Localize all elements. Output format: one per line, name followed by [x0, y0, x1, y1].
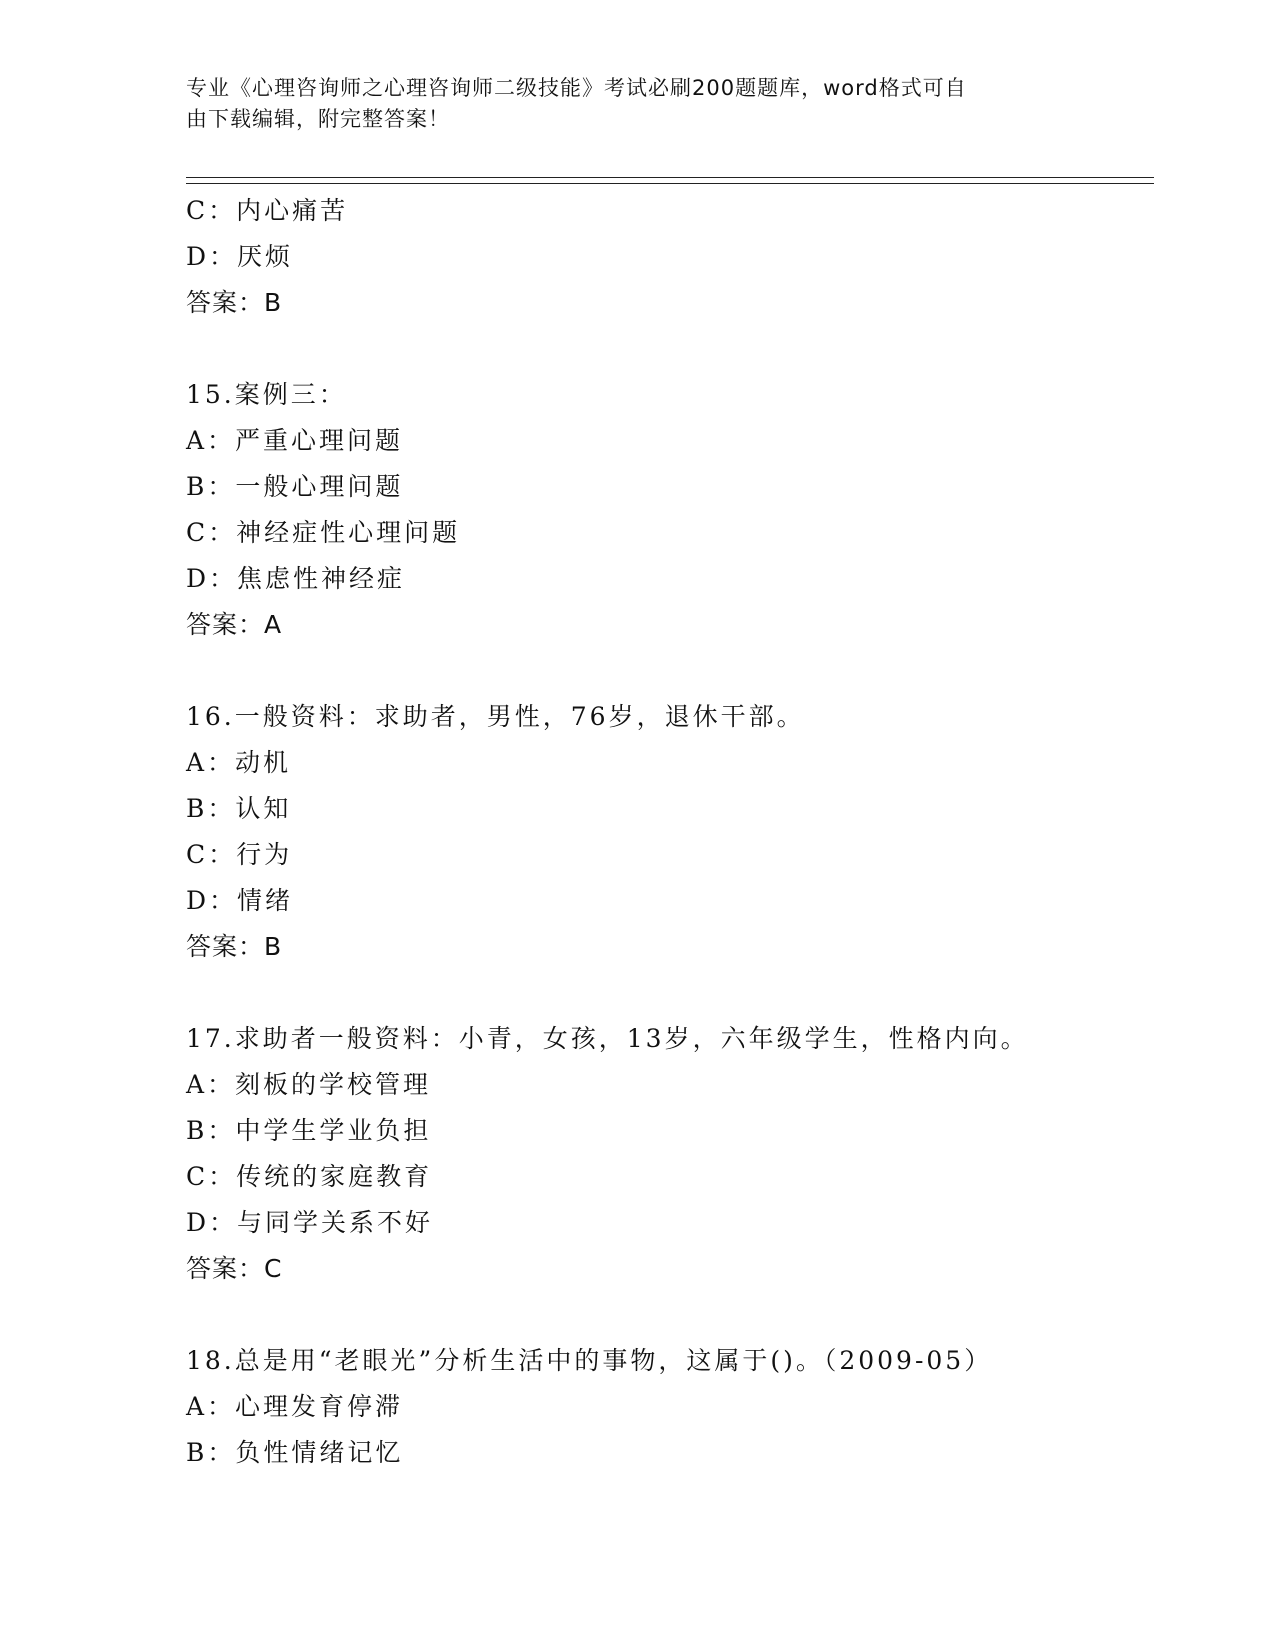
option-b: B：一般心理问题: [186, 472, 404, 501]
question-block-18: [186, 1338, 1146, 1476]
option-a: A：严重心理问题: [186, 426, 404, 455]
question-block-14: [186, 188, 1146, 326]
block-spacer: [186, 326, 1146, 372]
option-c: C：行为: [186, 840, 293, 869]
option-d: D：与同学关系不好: [186, 1208, 434, 1237]
answer-label: 答案：B: [186, 288, 283, 317]
header-line-1: 专业《心理咨询师之心理咨询师二级技能》考试必刷200题题库，word格式可自: [186, 76, 967, 100]
block-spacer: [186, 648, 1146, 694]
answer-label: 答案：B: [186, 932, 283, 961]
option-b: B：负性情绪记忆: [186, 1438, 404, 1467]
option-d: D：厌烦: [186, 242, 294, 271]
option-d: D：焦虑性神经症: [186, 564, 406, 593]
answer-label: 答案：A: [186, 610, 283, 639]
question-text: 18.总是用“老眼光”分析生活中的事物，这属于()。（2009-05）: [186, 1346, 993, 1375]
option-c: C：神经症性心理问题: [186, 518, 461, 547]
option-d: D：情绪: [186, 886, 294, 915]
option-a: A：刻板的学校管理: [186, 1070, 432, 1099]
option-b: B：中学生学业负担: [186, 1116, 432, 1145]
option-b: B：认知: [186, 794, 292, 823]
header-line-2: 由下载编辑，附完整答案！: [186, 107, 450, 131]
option-c: C：传统的家庭教育: [186, 1162, 433, 1191]
question-list: [186, 188, 1146, 1476]
question-text: 16.一般资料：求助者，男性，76岁，退休干部。: [186, 702, 805, 731]
block-spacer: [186, 1292, 1146, 1338]
question-block-17: [186, 1016, 1146, 1292]
question-block-15: [186, 372, 1146, 648]
block-spacer: [186, 970, 1146, 1016]
header-divider: [186, 177, 1154, 184]
option-a: A：心理发育停滞: [186, 1392, 404, 1421]
question-block-16: [186, 694, 1146, 970]
document-header: [186, 73, 1066, 135]
answer-label: 答案：C: [186, 1254, 283, 1283]
option-c: C：内心痛苦: [186, 196, 349, 225]
question-text: 17.求助者一般资料：小青，女孩，13岁，六年级学生，性格内向。: [186, 1024, 1029, 1053]
question-text: 15.案例三：: [186, 380, 347, 409]
option-a: A：动机: [186, 748, 292, 777]
